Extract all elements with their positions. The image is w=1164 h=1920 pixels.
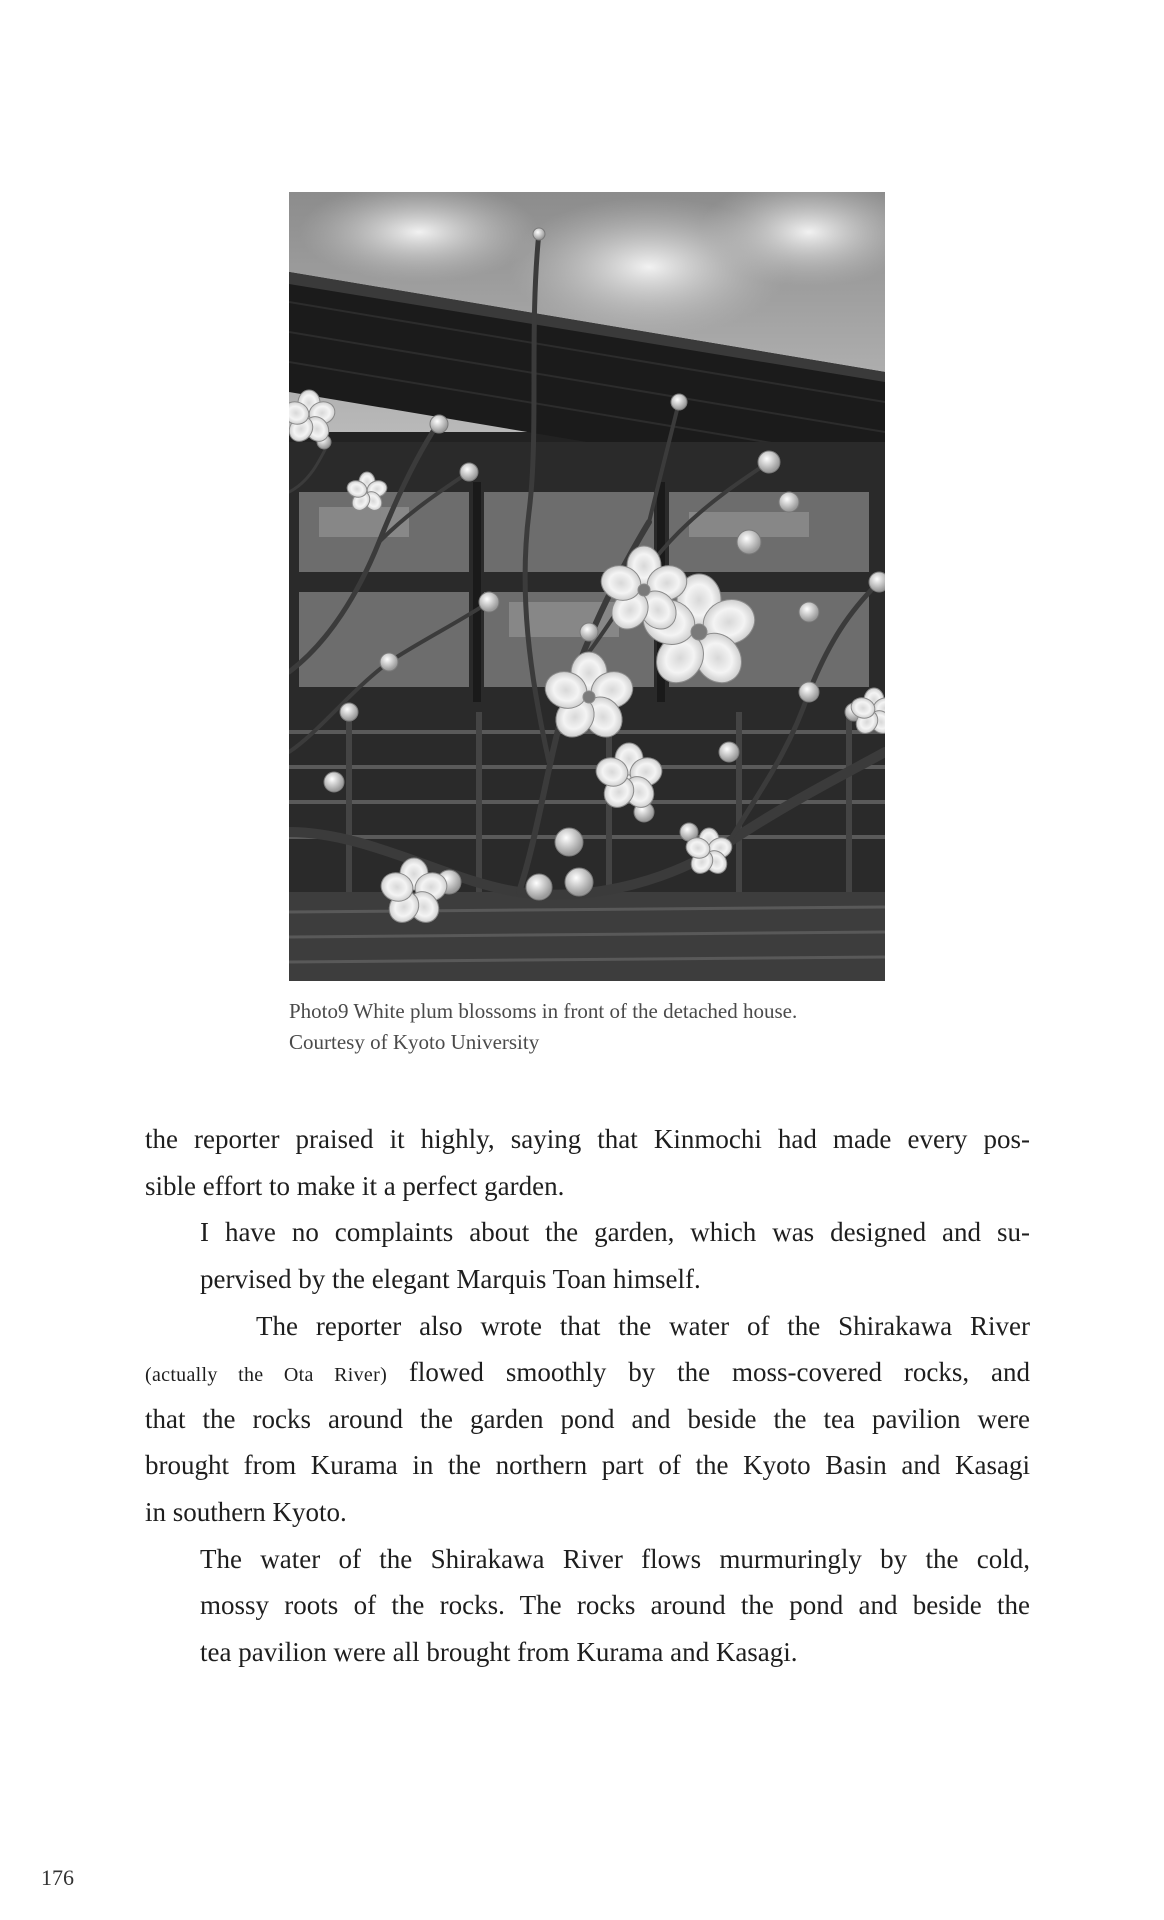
quote2-line-2: mossy roots of the rocks. The rocks around the pond and beside the (200, 1590, 1030, 1620)
quote2-line-3: tea pavilion were all brought from Kurama and Kasagi. (200, 1637, 798, 1667)
parenthetical-note: (actually the Ota River) (145, 1364, 388, 1386)
page-number: 176 (41, 1865, 74, 1890)
body-p1-line-1: the reporter praised it highly, saying that Kinmochi had made every pos- (145, 1124, 1030, 1154)
photo-caption (289, 996, 939, 1058)
body-p2-line-2 (145, 1355, 1030, 1392)
body-p2-line-5: in southern Kyoto. (145, 1497, 347, 1527)
body-p2-line-3: that the rocks around the garden pond and beside the tea pavilion were (145, 1404, 1030, 1434)
quote1-line-1: I have no complaints about the garden, which was designed and su- (200, 1217, 1030, 1247)
body-p1-line-2: sible effort to make it a perfect garden. (145, 1171, 565, 1201)
body-p2-line-1: The reporter also wrote that the water of the Shirakawa River (256, 1311, 1030, 1341)
photo-illustration (289, 192, 885, 981)
photo-plum-blossoms (289, 192, 885, 981)
body-p2-line-2-rest: flowed smoothly by the moss-covered rocks, and (387, 1357, 1030, 1387)
caption-line-1: Photo9 White plum blossoms in front of the detached house. (289, 999, 798, 1023)
quote2-line-1: The water of the Shirakawa River flows murmuringly by the cold, (200, 1544, 1030, 1574)
body-p2-line-4: brought from Kurama in the northern part of the Kyoto Basin and Kasagi (145, 1450, 1030, 1480)
caption-line-2: Courtesy of Kyoto University (289, 1030, 540, 1054)
quote1-line-2: pervised by the elegant Marquis Toan himself. (200, 1264, 701, 1294)
